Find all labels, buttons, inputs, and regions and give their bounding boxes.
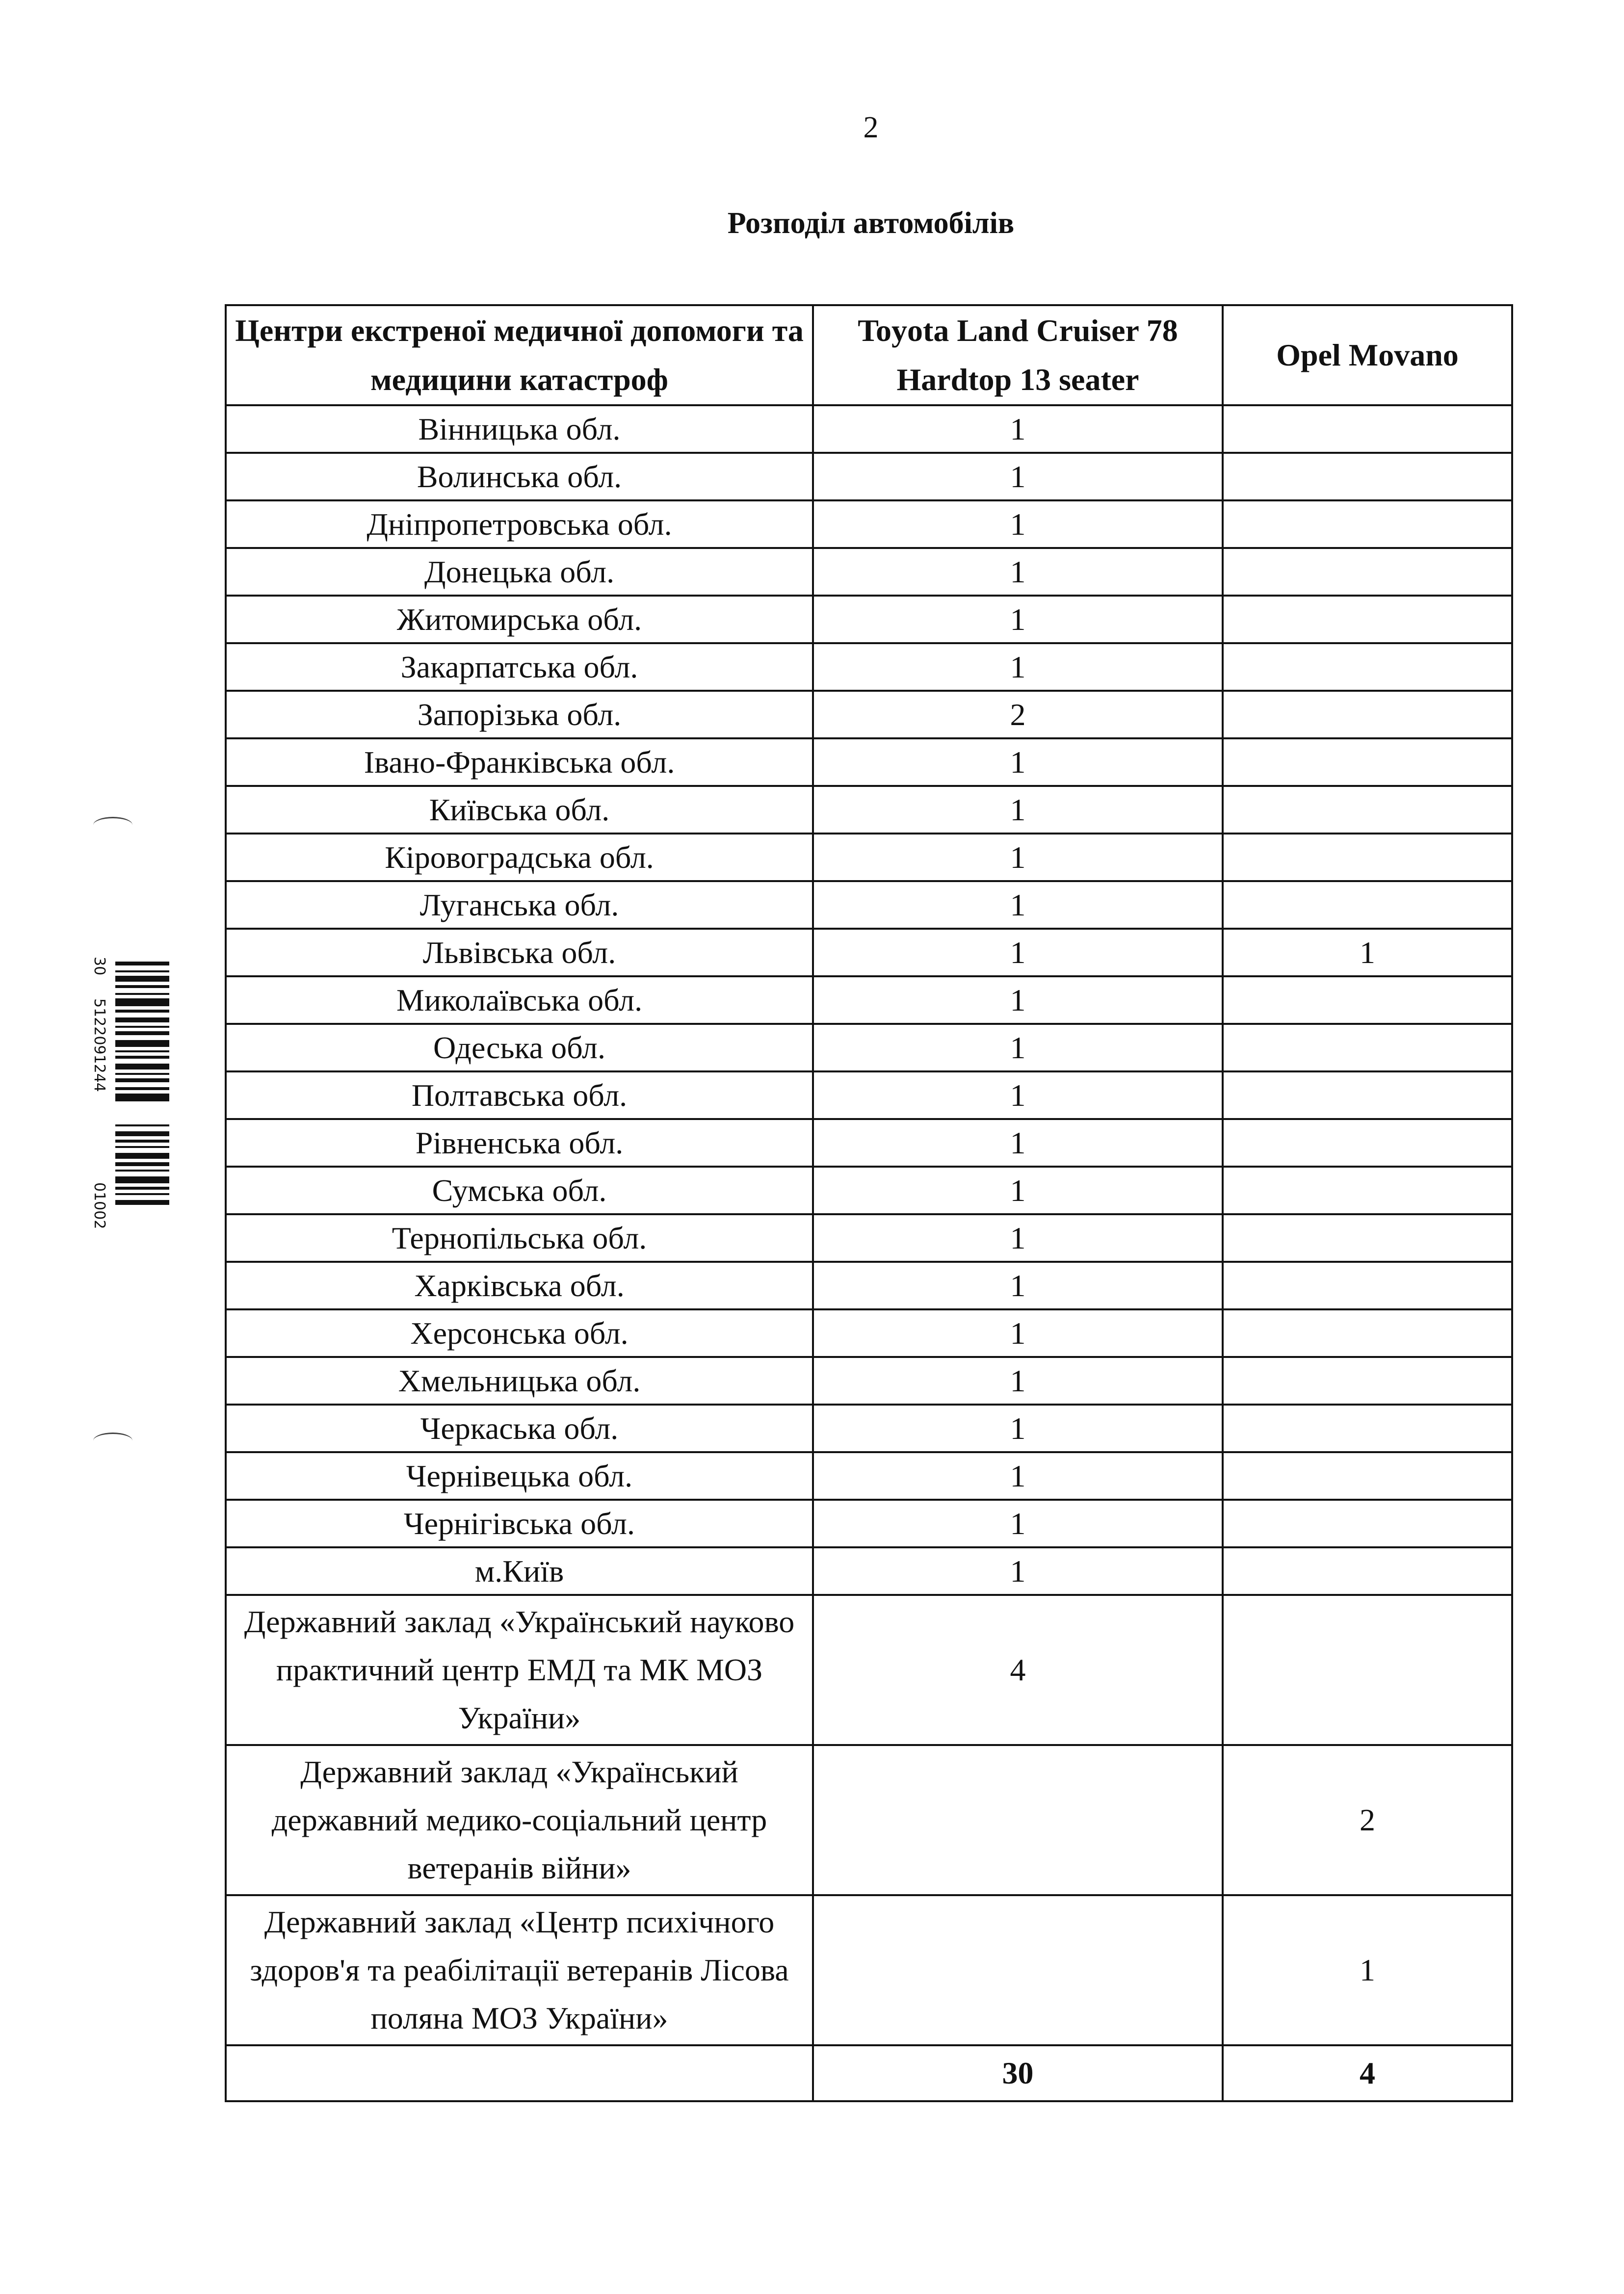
center-name-cell: Житомирська обл. (226, 596, 813, 643)
barcode-bar (115, 1087, 169, 1090)
table-row (226, 405, 1512, 453)
totals-label (226, 2045, 813, 2101)
table-row (226, 453, 1512, 500)
table-row (226, 1895, 1512, 2045)
barcode-bar (115, 962, 169, 965)
barcode-bar (115, 1193, 169, 1195)
barcode-digits-top: 30 (91, 957, 108, 976)
center-name-cell: Чернігівська обл. (226, 1500, 813, 1547)
table-row (226, 548, 1512, 596)
table-row (226, 1500, 1512, 1547)
center-name-cell: Миколаївська обл. (226, 976, 813, 1024)
opel-count-cell (1223, 786, 1512, 834)
toyota-count-cell: 1 (813, 1071, 1223, 1119)
table-row (226, 1119, 1512, 1167)
document-title: Розподіл автомобілів (727, 207, 1015, 240)
center-name-cell: Харківська обл. (226, 1262, 813, 1309)
center-name-cell: Київська обл. (226, 786, 813, 834)
table-row (226, 834, 1512, 881)
toyota-count-cell (813, 1895, 1223, 2045)
table-row (226, 691, 1512, 738)
barcode-digits-bottom: 01002 (91, 1182, 108, 1229)
barcode-bar (115, 1010, 169, 1013)
table-row (226, 881, 1512, 929)
table-row (226, 1547, 1512, 1595)
toyota-count-cell: 1 (813, 1309, 1223, 1357)
barcode-digits-middle: 5122091244 (91, 998, 108, 1092)
opel-count-cell (1223, 643, 1512, 691)
opel-count-cell (1223, 405, 1512, 453)
center-name-cell: Державний заклад «Український науково практичний центр ЕМД та МК МОЗ України» (226, 1595, 813, 1745)
opel-count-cell (1223, 881, 1512, 929)
toyota-count-cell: 1 (813, 1452, 1223, 1500)
totals-toyota: 30 (813, 2045, 1223, 2101)
opel-count-cell (1223, 738, 1512, 786)
opel-count-cell: 1 (1223, 1895, 1512, 2045)
opel-count-cell (1223, 1452, 1512, 1500)
toyota-count-cell: 1 (813, 1262, 1223, 1309)
table-row (226, 738, 1512, 786)
opel-count-cell (1223, 1595, 1512, 1745)
center-name-cell: Волинська обл. (226, 453, 813, 500)
barcode-bar (115, 1200, 169, 1205)
opel-count-cell (1223, 834, 1512, 881)
barcode-bar (115, 1094, 169, 1101)
toyota-count-cell: 1 (813, 738, 1223, 786)
table-row (226, 929, 1512, 976)
center-name-cell: Запорізька обл. (226, 691, 813, 738)
table-row (226, 1745, 1512, 1895)
barcode-bar (115, 1017, 169, 1022)
toyota-count-cell: 4 (813, 1595, 1223, 1745)
toyota-count-cell: 1 (813, 1119, 1223, 1167)
opel-count-cell (1223, 1214, 1512, 1262)
table-body (226, 405, 1512, 2045)
toyota-count-cell: 1 (813, 881, 1223, 929)
barcode-bar (115, 1050, 169, 1052)
table-row (226, 596, 1512, 643)
opel-count-cell (1223, 1500, 1512, 1547)
center-name-cell: Державний заклад «Центр психічного здоров'я та реабілітації ветеранів Лісова поляна МОЗ України» (226, 1895, 813, 2045)
toyota-count-cell: 1 (813, 976, 1223, 1024)
table-row (226, 1214, 1512, 1262)
toyota-count-cell: 1 (813, 1500, 1223, 1547)
table-row (226, 643, 1512, 691)
header-toyota: Toyota Land Cruiser 78 Hardtop 13 seater (813, 305, 1223, 405)
center-name-cell: Дніпропетровська обл. (226, 500, 813, 548)
barcode-bar (115, 1064, 169, 1069)
toyota-count-cell: 1 (813, 1357, 1223, 1405)
barcode-bar (115, 1170, 169, 1172)
center-name-cell: Львівська обл. (226, 929, 813, 976)
barcode-digits (91, 952, 110, 1285)
opel-count-cell (1223, 453, 1512, 500)
opel-count-cell (1223, 500, 1512, 548)
opel-count-cell (1223, 1167, 1512, 1214)
barcode-bar (115, 1187, 169, 1190)
center-name-cell: Тернопільська обл. (226, 1214, 813, 1262)
table-row (226, 1071, 1512, 1119)
center-name-cell: Івано-Франківська обл. (226, 738, 813, 786)
opel-count-cell (1223, 1309, 1512, 1357)
barcode-bar (115, 976, 169, 982)
toyota-count-cell: 1 (813, 548, 1223, 596)
toyota-count-cell: 1 (813, 500, 1223, 548)
totals-opel: 4 (1223, 2045, 1512, 2101)
table-row (226, 1167, 1512, 1214)
table-row (226, 1405, 1512, 1452)
table-row (226, 1309, 1512, 1357)
table-row (226, 1024, 1512, 1071)
center-name-cell: Чернівецька обл. (226, 1452, 813, 1500)
center-name-cell: Черкаська обл. (226, 1405, 813, 1452)
barcode-bar (115, 985, 169, 988)
center-name-cell: Одеська обл. (226, 1024, 813, 1071)
opel-count-cell (1223, 1405, 1512, 1452)
center-name-cell: Полтавська обл. (226, 1071, 813, 1119)
toyota-count-cell: 1 (813, 405, 1223, 453)
header-opel: Opel Movano (1223, 305, 1512, 405)
barcode-bar (115, 1026, 169, 1028)
table-header-row (226, 305, 1512, 405)
center-name-cell: Державний заклад «Український державний медико-соціальний центр ветеранів війни» (226, 1745, 813, 1895)
opel-count-cell (1223, 1071, 1512, 1119)
barcode-bar (115, 1153, 169, 1159)
barcode-bar (115, 1140, 169, 1143)
barcode-bars (115, 952, 169, 1285)
opel-count-cell (1223, 1262, 1512, 1309)
vehicle-allocation-table (225, 304, 1513, 2102)
toyota-count-cell: 2 (813, 691, 1223, 738)
opel-count-cell (1223, 1357, 1512, 1405)
center-name-cell: Рівненська обл. (226, 1119, 813, 1167)
barcode-bar (115, 1040, 169, 1047)
toyota-count-cell: 1 (813, 1214, 1223, 1262)
toyota-count-cell: 1 (813, 453, 1223, 500)
table-row (226, 786, 1512, 834)
center-name-cell: Хмельницька обл. (226, 1357, 813, 1405)
center-name-cell: Кіровоградська обл. (226, 834, 813, 881)
opel-count-cell: 2 (1223, 1745, 1512, 1895)
toyota-count-cell: 1 (813, 1547, 1223, 1595)
opel-count-cell (1223, 548, 1512, 596)
center-name-cell: Закарпатська обл. (226, 643, 813, 691)
opel-count-cell (1223, 596, 1512, 643)
scan-mark (93, 1433, 132, 1449)
table-row (226, 1262, 1512, 1309)
center-name-cell: м.Київ (226, 1547, 813, 1595)
center-name-cell: Херсонська обл. (226, 1309, 813, 1357)
opel-count-cell: 1 (1223, 929, 1512, 976)
opel-count-cell (1223, 976, 1512, 1024)
barcode-bar (115, 1146, 169, 1148)
barcode-bar (115, 1124, 169, 1126)
table-row (226, 976, 1512, 1024)
center-name-cell: Луганська обл. (226, 881, 813, 929)
barcode-bar (115, 970, 169, 972)
toyota-count-cell: 1 (813, 929, 1223, 976)
toyota-count-cell: 1 (813, 1024, 1223, 1071)
page-number: 2 (863, 111, 879, 144)
barcode-bar (115, 998, 169, 1006)
barcode-bar (115, 993, 169, 995)
table-row (226, 1452, 1512, 1500)
toyota-count-cell: 1 (813, 1167, 1223, 1214)
opel-count-cell (1223, 691, 1512, 738)
barcode-bar (115, 1176, 169, 1183)
barcode-bar (115, 1131, 169, 1136)
barcode-bar (115, 1162, 169, 1166)
center-name-cell: Донецька обл. (226, 548, 813, 596)
toyota-count-cell: 1 (813, 596, 1223, 643)
toyota-count-cell: 1 (813, 834, 1223, 881)
totals-row (226, 2045, 1512, 2101)
header-centers: Центри екстреної медичної допомоги та медицини катастроф (226, 305, 813, 405)
toyota-count-cell (813, 1745, 1223, 1895)
table-row (226, 1357, 1512, 1405)
barcode-bar (115, 1056, 169, 1059)
barcode (91, 952, 174, 1285)
table-row (226, 1595, 1512, 1745)
toyota-count-cell: 1 (813, 1405, 1223, 1452)
scan-mark (93, 817, 132, 833)
table-row (226, 500, 1512, 548)
opel-count-cell (1223, 1024, 1512, 1071)
barcode-bar (115, 1031, 169, 1035)
opel-count-cell (1223, 1547, 1512, 1595)
toyota-count-cell: 1 (813, 643, 1223, 691)
barcode-bar (115, 1073, 169, 1075)
opel-count-cell (1223, 1119, 1512, 1167)
center-name-cell: Вінницька обл. (226, 405, 813, 453)
toyota-count-cell: 1 (813, 786, 1223, 834)
barcode-bar (115, 1078, 169, 1082)
center-name-cell: Сумська обл. (226, 1167, 813, 1214)
